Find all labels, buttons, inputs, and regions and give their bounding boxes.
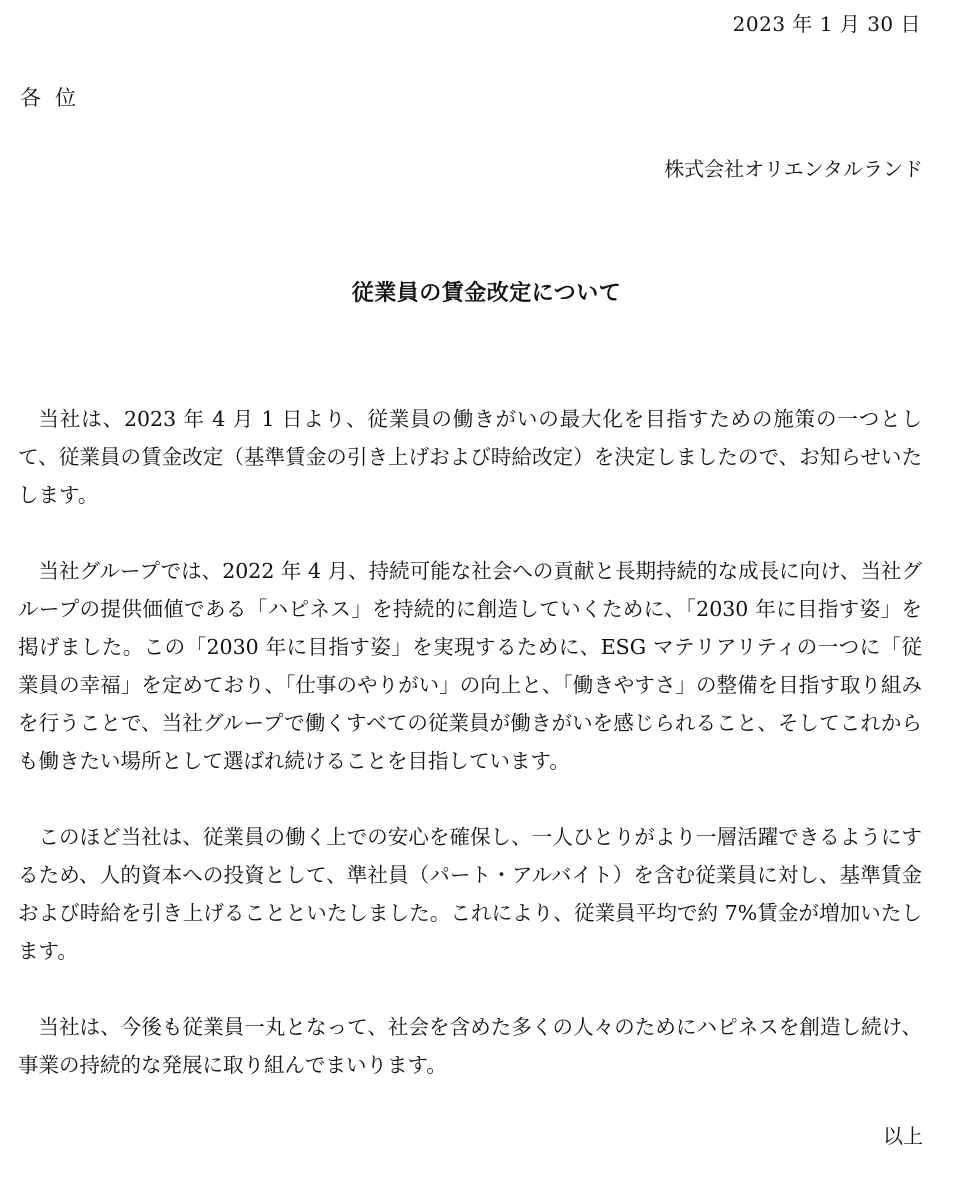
addressee: 各位 (20, 86, 90, 110)
document-title: 従業員の賃金改定について (351, 281, 622, 306)
paragraph-3: このほど当社は、従業員の働く上での安心を確保し、一人ひとりがより一層活躍できるようにするため、人的資本への投資として、準社員（パート・アルバイト）を含む従業員に対し、基準賃金および時給を引き上げることといたしました。これにより、従業員平均で約 7%賃金が増加いたします。 (18, 825, 922, 963)
document-body (18, 400, 922, 1122)
paragraph-4: 当社は、今後も従業員一丸となって、社会を含めた多くの人々のためにハピネスを創造し続け、事業の持続的な発展に取り組んでまいります。 (18, 1015, 922, 1077)
company-name: 株式会社オリエンタルランド (664, 157, 923, 181)
closing-mark: 以上 (883, 1124, 923, 1148)
paragraph-1: 当社は、2023 年 4 月 1 日より、従業員の働きがいの最大化を目指すための施策の一つとして、従業員の賃金改定（基準賃金の引き上げおよび時給改定）を決定しましたので、お知らせいたします。 (18, 407, 922, 507)
paragraph-2: 当社グループでは、2022 年 4 月、持続可能な社会への貢献と長期持続的な成長に向け、当社グループの提供価値である「ハピネス」を持続的に創造していくために、「2030 年に目指す姿」を掲げました。この「2030 年に目指す姿」を実現するために、ESG マテリアリティの一つに「従業員の幸福」を定めており、「仕事のやりがい」の向上と、「働きやすさ」の整備を目指す取り組みを行うことで、当社グループで働くすべての従業員が働きがいを感じられること、そしてこれからも働きたい場所として選ばれ続けることを目指しています。 (18, 559, 922, 773)
document-date: 2023 年 1 月 30 日 (732, 12, 921, 36)
